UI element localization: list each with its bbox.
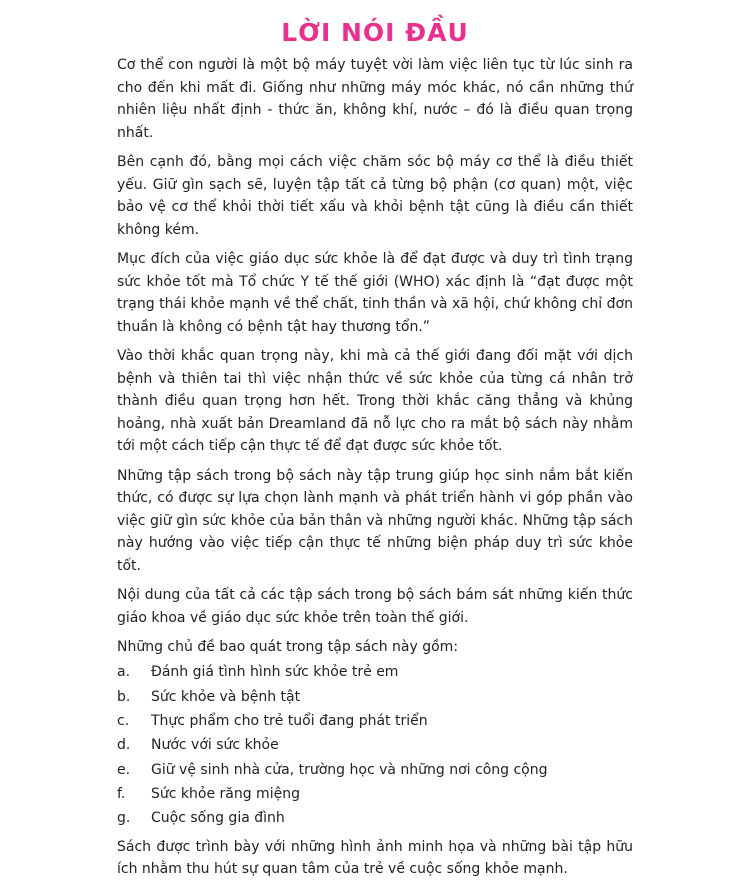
list-marker: g. bbox=[117, 810, 131, 827]
paragraph-intro: Cơ thể con người là một bộ máy tuyệt vời làm việc liên tục từ lúc sinh ra cho đến khi mất đi. Giống như những máy móc khác, nó cần những thứ nhiên liệu nhất định - thức ăn, không khí, nước – đó là điều quan trọng nhất. bbox=[117, 57, 633, 141]
list-item-text: Sức khỏe răng miệng bbox=[151, 785, 300, 802]
paragraph-closing: Sách được trình bày với những hình ảnh minh họa và những bài tập hữu ích nhằm thu hút sự quan tâm của trẻ về cuộc sống khỏe mạnh. bbox=[117, 838, 633, 878]
list-item bbox=[117, 806, 633, 830]
paragraph-focus: Những tập sách trong bộ sách này tập trung giúp học sinh nắm bắt kiến thức, có được sự lựa chọn lành mạnh và phát triển hành vi góp phần vào việc giữ gìn sức khỏe của bản thân và những người khác. Những tập sách này hướng vào việc tiếp cận thực tế những biện pháp duy trì sức khỏe tốt. bbox=[117, 467, 633, 574]
list-marker: c. bbox=[117, 712, 130, 729]
preface-page bbox=[117, 18, 633, 888]
list-item-text: Cuộc sống gia đình bbox=[151, 810, 285, 827]
list-item-text: Nước với sức khỏe bbox=[151, 737, 279, 754]
list-item bbox=[117, 661, 633, 685]
list-item bbox=[117, 782, 633, 806]
topics-list bbox=[117, 661, 633, 831]
paragraph-content: Nội dung của tất cả các tập sách trong bộ sách bám sát những kiến thức giáo khoa về giáo dục sức khỏe trên toàn thế giới. bbox=[117, 587, 633, 626]
list-item bbox=[117, 685, 633, 709]
list-marker: b. bbox=[117, 688, 131, 705]
paragraph-care: Bên cạnh đó, bằng mọi cách việc chăm sóc bộ máy cơ thể là điều thiết yếu. Giữ gìn sạch sẽ, luyện tập tất cả từng bộ phận (cơ quan) một, việc bảo vệ cơ thể khỏi thời tiết xấu và khỏi bệnh tật cũng là điều cần thiết không kém. bbox=[117, 154, 633, 238]
list-marker: d. bbox=[117, 737, 131, 754]
list-marker: a. bbox=[117, 664, 131, 681]
list-item-text: Sức khỏe và bệnh tật bbox=[151, 688, 301, 705]
paragraph-topics-intro: Những chủ đề bao quát trong tập sách này gồm: bbox=[117, 639, 459, 655]
list-item-text: Thực phẩm cho trẻ tuổi đang phát triển bbox=[151, 712, 428, 729]
list-item bbox=[117, 733, 633, 757]
list-marker: f. bbox=[117, 785, 126, 802]
list-item bbox=[117, 709, 633, 733]
paragraph-purpose: Mục đích của việc giáo dục sức khỏe là để đạt được và duy trì tình trạng sức khỏe tốt mà Tổ chức Y tế thế giới (WHO) xác định là “đạt được một trạng thái khỏe mạnh về thể chất, tinh thần và xã hội, chứ không chỉ đơn thuần là không có bệnh tật hay thương tổn.” bbox=[117, 251, 633, 335]
list-item-text: Giữ vệ sinh nhà cửa, trường học và những nơi công cộng bbox=[151, 761, 548, 778]
paragraph-context: Vào thời khắc quan trọng này, khi mà cả thế giới đang đối mặt với dịch bệnh và thiên tai thì việc nhận thức về sức khỏe của từng cá nhân trở thành điều quan trọng hơn hết. Trong thời khắc căng thẳng và khủng hoảng, nhà xuất bản Dreamland đã nỗ lực cho ra mắt bộ sách này nhằm tới một cách tiếp cận thực tế để đạt được sức khỏe tốt. bbox=[117, 348, 633, 454]
page-title: LỜI NÓI ĐẦU bbox=[281, 18, 469, 47]
list-item bbox=[117, 758, 633, 782]
list-marker: e. bbox=[117, 761, 131, 778]
list-item-text: Đánh giá tình hình sức khỏe trẻ em bbox=[151, 664, 399, 681]
